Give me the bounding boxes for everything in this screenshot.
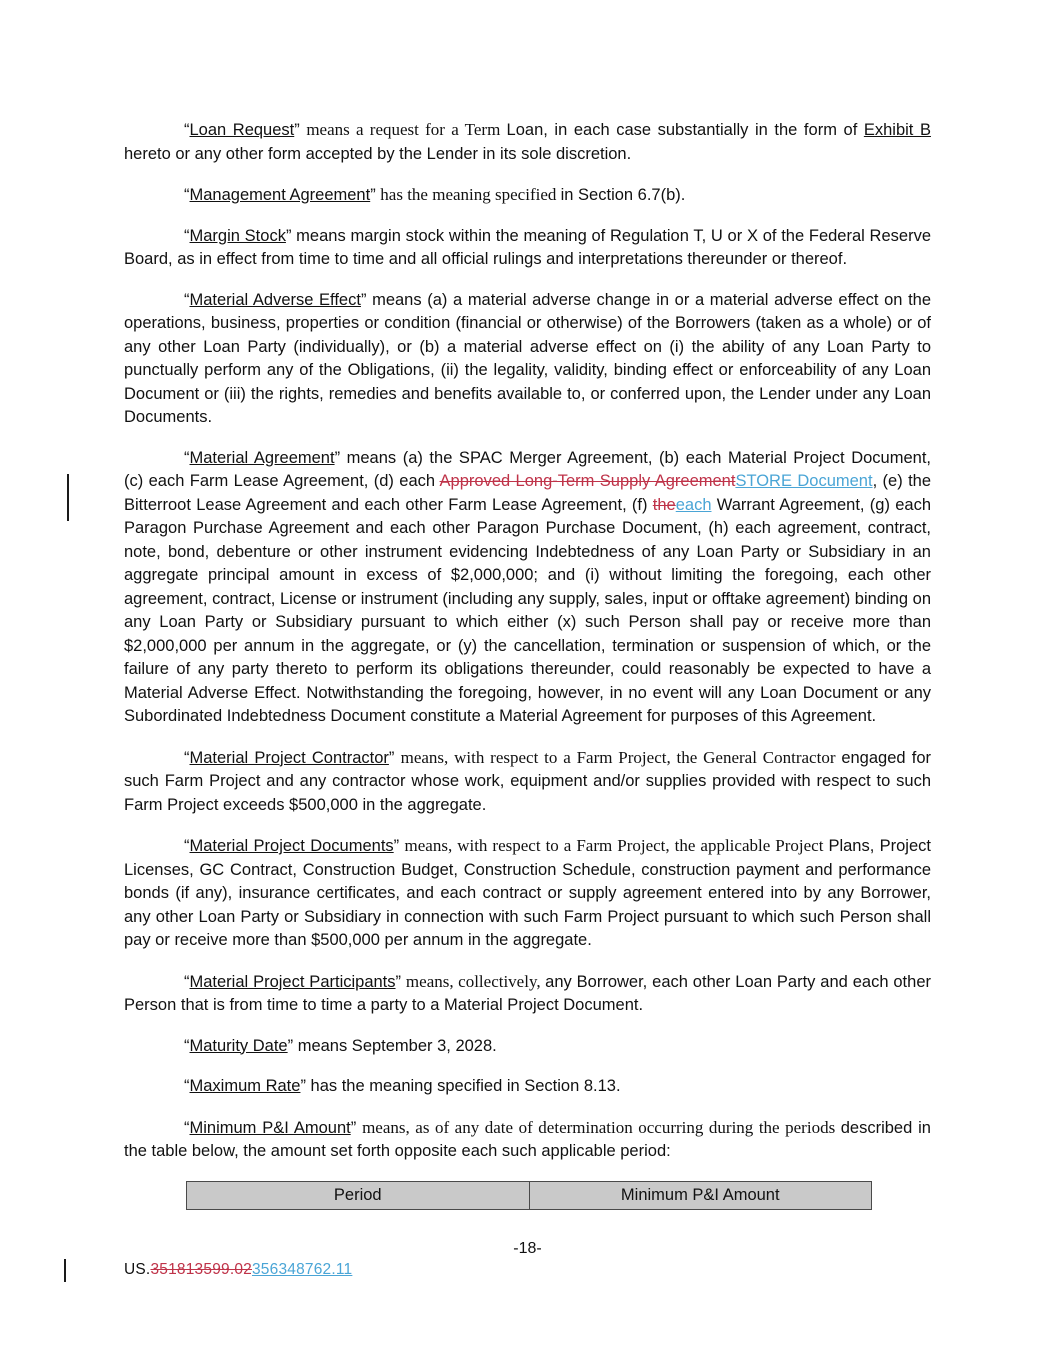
text-segment-term: Margin Stock [189,226,286,245]
text-segment-plain: ” means September 3, 2028. [287,1036,497,1055]
text-segment-plain: “ [184,121,190,139]
text-segment-plain: “ [184,837,190,855]
text-segment-plain: ” [370,186,381,204]
text-segment-plain: ” [393,837,405,855]
text-segment-ins: each [675,495,712,514]
text-segment-del: the [652,495,676,514]
text-segment-plain: “ [184,290,190,309]
text-segment-serif: means a request for a Term [306,120,507,139]
text-segment-serif: means, as of any date of determination occurring during the periods [362,1117,841,1137]
text-segment-plain: ” means margin stock within the meaning of Regulation T, U or X of the Federal Reserve Board, as in effect from time to time and all official rulings and interpretations thereunder or thereof. [124,226,931,268]
text-segment-term: Management Agreement [189,186,371,204]
page-number: -18- [513,1240,542,1257]
text-segment-plain: Loan, in each case substantially in the form of [506,121,864,139]
table-header-period: Period [187,1181,530,1209]
definitions-list [124,118,931,1164]
text-segment-term: Material Agreement [189,448,335,467]
text-segment-term: Material Project Contractor [189,748,389,767]
footer-id-inserted: 356348762.11 [251,1261,353,1278]
text-segment-plain: “ [184,1118,190,1137]
text-segment-plain: , (e) the Bitterroot Lease Agreement and each other Farm Lease Agreement, (f) [124,472,932,514]
text-segment-plain: “ [184,186,190,204]
text-segment-ins: STORE Document [735,472,873,490]
text-segment-plain: “ [184,1077,190,1095]
minimum-pi-table [186,1181,872,1210]
text-segment-plain: ” [294,121,307,139]
text-segment-plain: described in the table below, the amount set forth opposite each such applicable period: [124,1118,931,1160]
definition-paragraph [124,834,931,953]
text-segment-term: Material Adverse Effect [189,290,361,309]
text-segment-del: Approved Long-Term Supply Agreement [439,472,736,490]
text-segment-plain: ” has the meaning specified in Section 8.13. [300,1077,621,1095]
document-id-footer [124,1261,352,1279]
definition-paragraph [124,289,931,430]
text-segment-plain: any Borrower, each other Loan Party and each other Person that is from time to time a party to a Material Project Document. [124,972,931,1014]
text-segment-term: Material Project Documents [189,837,394,855]
text-segment-plain: ” [395,972,406,991]
text-segment-term: Maximum Rate [189,1077,301,1095]
text-segment-plain: ” means (a) a material adverse change in or a material adverse effect on the operations, business, properties or condition (financial or otherwise) of the Borrowers (taken as a whole) or of any other Loan Party (individually), or (b) a material adverse effect on (i) the ability of any Loan Party to punctually perform any of the Obligations, (ii) the legality, validity, binding effect or enforceability of any Loan Document or (iii) the rights, remedies and benefits available to, or conferred upon, the Lender under any Loan Documents. [124,290,932,426]
change-bar [64,1259,66,1282]
change-bar [67,474,69,521]
definition-paragraph [124,746,931,818]
text-segment-serif: means, with respect to a Farm Project, the General Contractor [400,747,842,767]
text-segment-serif: means, with respect to a Farm Project, the applicable Project [404,836,829,855]
text-segment-u: Exhibit B [863,121,931,139]
text-segment-serif: has the meaning specified [380,185,561,204]
text-segment-plain: “ [184,748,190,767]
definition-paragraph [124,1116,931,1164]
definition-paragraph [124,970,931,1018]
text-segment-term: Maturity Date [189,1036,288,1055]
definition-paragraph [124,225,931,272]
footer-id-prefix: US. [124,1261,151,1278]
text-segment-plain: “ [184,226,190,245]
text-segment-term: Loan Request [189,121,295,139]
text-segment-plain: “ [184,448,190,467]
definition-paragraph [124,183,931,208]
document-body [124,118,931,1210]
text-segment-plain: engaged for such Farm Project and any contractor whose work, equipment and/or supplies provided with respect to such Farm Project exceeds $500,000 in the aggregate. [124,748,931,814]
table-header-amount: Minimum P&I Amount [529,1181,872,1209]
text-segment-plain: in Section 6.7(b). [560,186,686,204]
text-segment-serif: means, collectively, [405,971,546,991]
definition-paragraph [124,447,931,729]
text-segment-plain: Warrant Agreement, (g) each Paragon Purchase Agreement and each other Paragon Purchase Document, (h) each agreement, contract, note, bond, debenture or other instrument evidencing Indebtedness of any Loan Party or Subsidiary in an aggregate principal amount in excess of $2,000,000; and (i) without limiting the foregoing, each other agreement, contract, License or instrument (including any supply, sales, input or offtake agreement) binding on any Loan Party or Subsidiary pursuant to which either (x) such Person shall pay or receive more than $2,000,000 per annum in the aggregate, or (y) the cancellation, termination or suspension of which, or the failure of any party thereto to perform its obligations thereunder, could reasonably be expected to have a Material Adverse Effect. Notwithstanding the foregoing, however, in no event will any Loan Document or any Subordinated Indebtedness Document constitute a Material Agreement for purposes of this Agreement. [124,495,931,725]
text-segment-plain: Plans, Project Licenses, GC Contract, Construction Budget, Construction Schedule, construction payment and performance bonds (if any), insurance certificates, and each contract or supply agreement entered into by any Borrower, any other Loan Party or Subsidiary in connection with such Farm Project pursuant to which such Person shall pay or receive more than $500,000 per annum in the aggregate. [124,837,931,949]
text-segment-plain: ” means (a) the SPAC Merger Agreement, (b) each Material Project Document, (c) each Farm Lease Agreement, (d) each [124,448,931,490]
text-segment-plain: ” [388,748,401,767]
text-segment-plain: “ [184,1036,190,1055]
table-header-row [187,1181,872,1209]
footer-id-deleted: 351813599.02 [150,1261,252,1278]
definition-paragraph [124,1075,931,1099]
text-segment-plain: hereto or any other form accepted by the Lender in its sole discretion. [124,144,632,163]
definition-paragraph [124,1035,931,1059]
definition-paragraph [124,118,931,166]
text-segment-plain: “ [184,972,190,991]
text-segment-term: Minimum P&I Amount [189,1118,351,1137]
text-segment-plain: ” [350,1118,363,1137]
text-segment-term: Material Project Participants [189,972,396,991]
